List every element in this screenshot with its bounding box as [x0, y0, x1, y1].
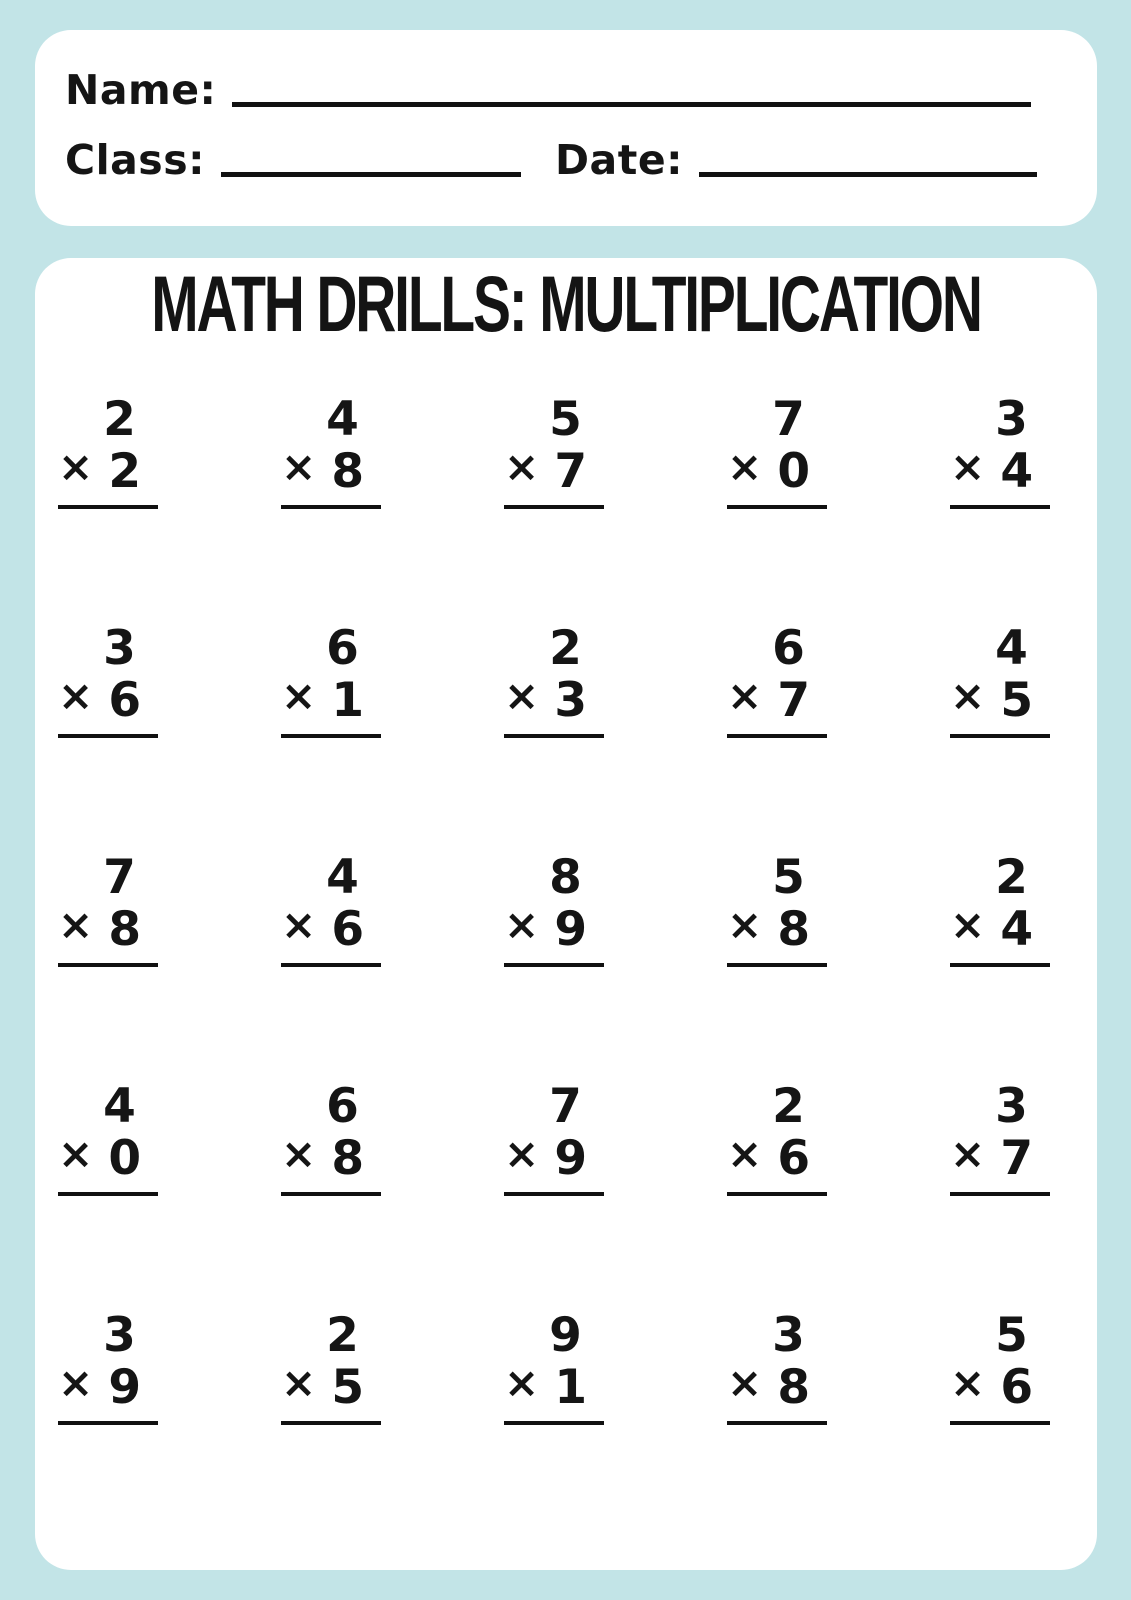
name-field-row — [65, 66, 1097, 114]
multiplier: 9 — [554, 1131, 588, 1186]
answer-blank-line — [58, 504, 158, 509]
answer-blank-line — [950, 504, 1050, 509]
multiplier: 7 — [777, 673, 811, 728]
multiplication-problem — [281, 1308, 383, 1425]
operator-row — [950, 899, 1052, 957]
multiply-icon: × — [58, 1128, 94, 1178]
multiplier: 4 — [1000, 444, 1034, 499]
multiplier: 8 — [777, 1360, 811, 1415]
multiplier: 2 — [108, 444, 142, 499]
multiplication-problem — [727, 392, 829, 509]
multiply-icon: × — [950, 441, 986, 491]
multiplication-problem — [58, 621, 160, 738]
class-blank-line — [221, 171, 521, 177]
answer-blank-line — [504, 733, 604, 738]
operator-row — [504, 1357, 606, 1415]
multiplier: 8 — [777, 902, 811, 957]
multiplication-problem — [281, 621, 383, 738]
multiplication-problem — [504, 1079, 606, 1196]
multiplier: 9 — [554, 902, 588, 957]
operator-row — [281, 1357, 383, 1415]
multiplicand: 3 — [103, 621, 136, 676]
multiplicand: 9 — [549, 1308, 582, 1363]
multiply-icon: × — [727, 899, 763, 949]
multiplicand: 2 — [326, 1308, 359, 1363]
multiplier: 1 — [331, 673, 365, 728]
worksheet-card — [35, 258, 1097, 1570]
multiply-icon: × — [504, 670, 540, 720]
multiplication-problem — [727, 1079, 829, 1196]
answer-blank-line — [950, 962, 1050, 967]
multiply-icon: × — [504, 441, 540, 491]
operator-row — [58, 899, 160, 957]
operator-row — [58, 441, 160, 499]
operator-row — [58, 1128, 160, 1186]
multiply-icon: × — [727, 441, 763, 491]
multiply-icon: × — [281, 1128, 317, 1178]
multiplier: 8 — [331, 1131, 365, 1186]
class-label: Class: — [65, 136, 206, 184]
multiply-icon: × — [58, 670, 94, 720]
multiply-icon: × — [950, 1128, 986, 1178]
multiplicand: 3 — [772, 1308, 805, 1363]
answer-blank-line — [58, 962, 158, 967]
multiplier: 7 — [554, 444, 588, 499]
multiplication-problem — [281, 1079, 383, 1196]
multiplication-problem — [504, 1308, 606, 1425]
multiplier: 4 — [1000, 902, 1034, 957]
answer-blank-line — [504, 1420, 604, 1425]
multiplier: 7 — [1000, 1131, 1034, 1186]
name-blank-line — [232, 101, 1031, 107]
multiplier: 6 — [331, 902, 365, 957]
answer-blank-line — [950, 1191, 1050, 1196]
operator-row — [504, 441, 606, 499]
operator-row — [950, 1357, 1052, 1415]
multiply-icon: × — [950, 1357, 986, 1407]
answer-blank-line — [58, 1191, 158, 1196]
multiplication-problem — [950, 621, 1052, 738]
multiply-icon: × — [504, 899, 540, 949]
problems-grid — [35, 392, 1097, 1541]
answer-blank-line — [950, 733, 1050, 738]
multiplicand: 5 — [995, 1308, 1028, 1363]
multiplication-problem — [727, 621, 829, 738]
multiplicand: 7 — [772, 392, 805, 447]
multiply-icon: × — [58, 1357, 94, 1407]
multiply-icon: × — [727, 1357, 763, 1407]
answer-blank-line — [727, 962, 827, 967]
multiplication-problem — [281, 850, 383, 967]
operator-row — [727, 1128, 829, 1186]
student-info-card — [35, 30, 1097, 226]
answer-blank-line — [281, 733, 381, 738]
multiplier: 6 — [108, 673, 142, 728]
worksheet-title: MATH DRILLS: MULTIPLICATION — [151, 259, 981, 348]
multiplier: 5 — [1000, 673, 1034, 728]
multiplier: 5 — [331, 1360, 365, 1415]
multiplicand: 6 — [326, 621, 359, 676]
multiplication-problem — [950, 1079, 1052, 1196]
operator-row — [727, 899, 829, 957]
operator-row — [58, 1357, 160, 1415]
multiply-icon: × — [281, 441, 317, 491]
multiplicand: 2 — [995, 850, 1028, 905]
multiply-icon: × — [504, 1128, 540, 1178]
answer-blank-line — [58, 733, 158, 738]
multiplicand: 2 — [772, 1079, 805, 1134]
answer-blank-line — [727, 1420, 827, 1425]
answer-blank-line — [504, 962, 604, 967]
operator-row — [504, 899, 606, 957]
operator-row — [727, 1357, 829, 1415]
multiply-icon: × — [727, 1128, 763, 1178]
multiplier: 1 — [554, 1360, 588, 1415]
multiplier: 3 — [554, 673, 588, 728]
answer-blank-line — [504, 1191, 604, 1196]
answer-blank-line — [281, 962, 381, 967]
class-date-field-row — [65, 136, 1097, 184]
date-label: Date: — [555, 136, 684, 184]
multiplication-problem — [950, 392, 1052, 509]
multiplicand: 2 — [549, 621, 582, 676]
multiply-icon: × — [58, 441, 94, 491]
multiplicand: 4 — [326, 850, 359, 905]
multiplicand: 3 — [995, 392, 1028, 447]
multiply-icon: × — [950, 899, 986, 949]
operator-row — [281, 1128, 383, 1186]
answer-blank-line — [727, 504, 827, 509]
answer-blank-line — [727, 733, 827, 738]
multiplication-problem — [281, 392, 383, 509]
multiplicand: 7 — [103, 850, 136, 905]
multiplicand: 7 — [549, 1079, 582, 1134]
operator-row — [281, 441, 383, 499]
operator-row — [727, 670, 829, 728]
multiplicand: 8 — [549, 850, 582, 905]
multiplier: 9 — [108, 1360, 142, 1415]
answer-blank-line — [58, 1420, 158, 1425]
multiplier: 8 — [108, 902, 142, 957]
multiplication-problem — [727, 850, 829, 967]
multiplication-problem — [950, 1308, 1052, 1425]
multiplication-problem — [58, 1079, 160, 1196]
multiply-icon: × — [727, 670, 763, 720]
operator-row — [727, 441, 829, 499]
multiply-icon: × — [281, 1357, 317, 1407]
multiplication-problem — [504, 392, 606, 509]
multiplier: 0 — [777, 444, 811, 499]
multiplicand: 4 — [326, 392, 359, 447]
multiplier: 0 — [108, 1131, 142, 1186]
multiplication-problem — [727, 1308, 829, 1425]
multiplicand: 4 — [995, 621, 1028, 676]
multiplication-problem — [950, 850, 1052, 967]
multiply-icon: × — [281, 899, 317, 949]
multiplicand: 5 — [549, 392, 582, 447]
multiply-icon: × — [281, 670, 317, 720]
operator-row — [950, 670, 1052, 728]
multiplication-problem — [504, 850, 606, 967]
operator-row — [950, 441, 1052, 499]
answer-blank-line — [727, 1191, 827, 1196]
multiplicand: 4 — [103, 1079, 136, 1134]
answer-blank-line — [281, 1420, 381, 1425]
multiplier: 8 — [331, 444, 365, 499]
operator-row — [281, 670, 383, 728]
multiplier: 6 — [777, 1131, 811, 1186]
multiplication-problem — [58, 392, 160, 509]
operator-row — [504, 1128, 606, 1186]
answer-blank-line — [281, 1191, 381, 1196]
multiplicand: 6 — [326, 1079, 359, 1134]
multiplier: 6 — [1000, 1360, 1034, 1415]
multiplicand: 3 — [103, 1308, 136, 1363]
multiplicand: 5 — [772, 850, 805, 905]
multiply-icon: × — [504, 1357, 540, 1407]
answer-blank-line — [504, 504, 604, 509]
answer-blank-line — [950, 1420, 1050, 1425]
multiplicand: 6 — [772, 621, 805, 676]
multiply-icon: × — [58, 899, 94, 949]
operator-row — [950, 1128, 1052, 1186]
multiplication-problem — [58, 850, 160, 967]
name-label: Name: — [65, 66, 217, 114]
date-blank-line — [699, 171, 1037, 177]
operator-row — [281, 899, 383, 957]
operator-row — [58, 670, 160, 728]
multiplication-problem — [58, 1308, 160, 1425]
title-wrap — [35, 259, 1097, 348]
answer-blank-line — [281, 504, 381, 509]
operator-row — [504, 670, 606, 728]
multiply-icon: × — [950, 670, 986, 720]
multiplication-problem — [504, 621, 606, 738]
multiplicand: 3 — [995, 1079, 1028, 1134]
multiplicand: 2 — [103, 392, 136, 447]
